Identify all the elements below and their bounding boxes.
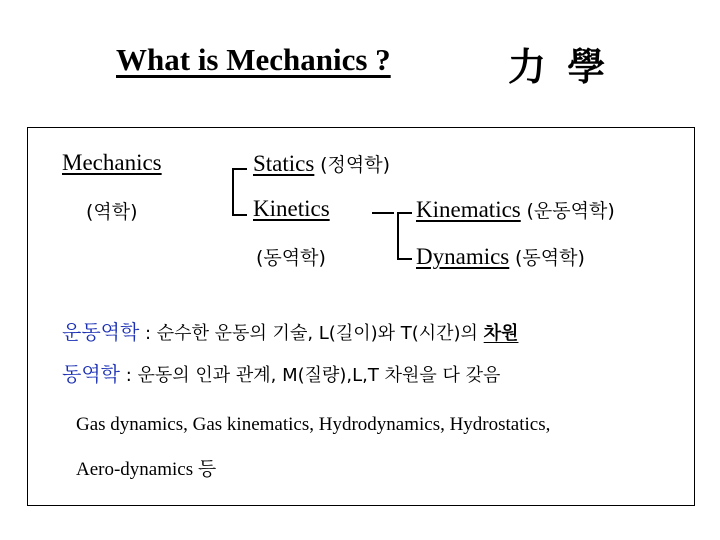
bracket-mechanics (232, 168, 234, 216)
examples-line-1: Gas dynamics, Gas kinematics, Hydrodynamics, Hydrostatics, (76, 414, 551, 435)
dimension-word: 차원 (483, 323, 519, 344)
kinematics-korean: (운동역학) (526, 200, 615, 222)
mechanics-label: Mechanics (62, 150, 162, 175)
connector-line (372, 212, 394, 214)
term-kinematics: 운동역학 (62, 320, 140, 344)
dynamics-label: Dynamics (416, 244, 510, 269)
examples-line-2: Aero-dynamics 등 (76, 459, 217, 480)
hanja-title: 力 學 (508, 45, 610, 89)
kinetics-korean: (동역학) (256, 247, 326, 269)
statics-label: Statics (253, 151, 315, 176)
statics-item (253, 150, 390, 177)
statics-korean: (정역학) (320, 154, 390, 176)
definition-kinematics-text: : 순수한 운동의 기술, L(길이)와 T(시간)의 (139, 323, 484, 344)
definition-kinematics (62, 316, 518, 345)
dynamics-korean: (동역학) (515, 247, 585, 269)
definition-dynamics (62, 358, 500, 387)
kinematics-label: Kinematics (416, 197, 521, 222)
kinetics-label: Kinetics (253, 196, 330, 221)
bracket-kinetics (397, 212, 399, 260)
mechanics-korean: (역학) (86, 201, 138, 223)
page-title: What is Mechanics ? (116, 42, 391, 77)
kinematics-item (416, 196, 615, 223)
definition-dynamics-text: : 운동의 인과 관계, M(질량),L,T 차원을 다 갖음 (119, 365, 501, 386)
dynamics-item (416, 243, 585, 270)
term-dynamics: 동역학 (62, 362, 120, 386)
